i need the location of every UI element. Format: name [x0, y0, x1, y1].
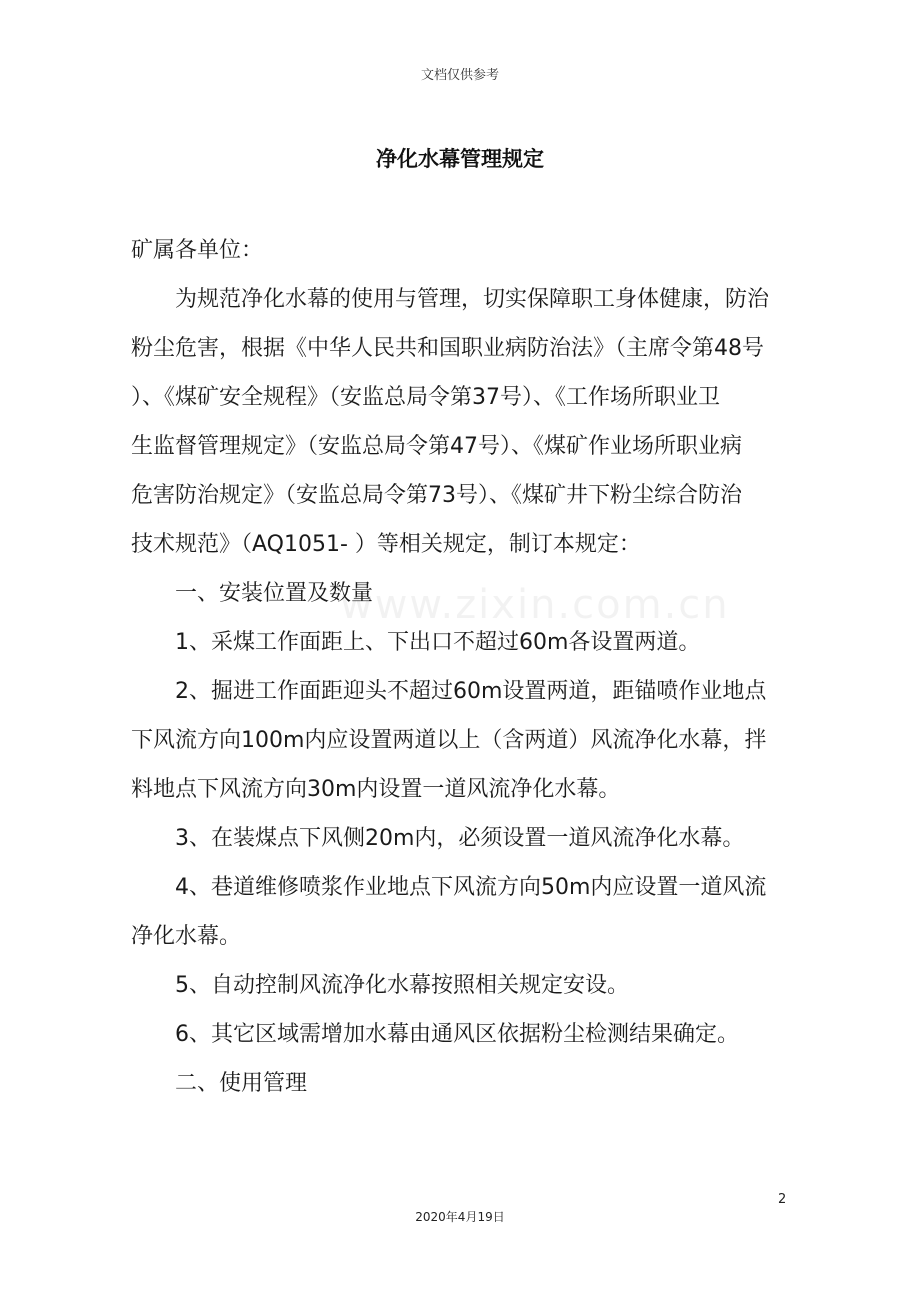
- page-number: 2: [778, 1192, 787, 1207]
- list-item-4: 4、巷道维修喷浆作业地点下风流方向50m内应设置一道风流: [131, 875, 767, 900]
- list-item-5: 5、自动控制风流净化水幕按照相关规定安设。: [131, 973, 629, 998]
- document-body: [131, 226, 791, 1108]
- list-item-6: 6、其它区域需增加水幕由通风区依据粉尘检测结果确定。: [131, 1022, 739, 1047]
- salutation-line: 矿属各单位：: [131, 238, 264, 263]
- list-item-3: 3、在装煤点下风侧20m内，必须设置一道风流净化水幕。: [131, 826, 745, 851]
- body-line: 危害防治规定》（安监总局令第73号）、《煤矿井下粉尘综合防治: [131, 483, 742, 508]
- section-heading-1: 一、安装位置及数量: [131, 581, 374, 606]
- list-item-4-cont: 净化水幕。: [131, 924, 242, 949]
- body-line: 粉尘危害，根据《中华人民共和国职业病防治法》（主席令第48号: [131, 336, 764, 361]
- header-note: 文档仅供参考: [420, 68, 499, 83]
- body-line: ）、《煤矿安全规程》（安监总局令第37号）、《工作场所职业卫: [131, 385, 720, 410]
- body-line: 技术规范》（AQ1051- ）等相关规定，制订本规定：: [131, 532, 641, 557]
- body-line: 为规范净化水幕的使用与管理，切实保障职工身体健康，防治: [131, 287, 770, 312]
- watermark: www.zixin.com.cn: [340, 582, 730, 628]
- document-title: 净化水幕管理规定: [376, 147, 544, 171]
- list-item-2-cont: 下风流方向100m内应设置两道以上（含两道）风流净化水幕，拌: [131, 728, 767, 753]
- footer-date: 2020年4月19日: [415, 1210, 505, 1224]
- section-heading-2: 二、使用管理: [131, 1071, 308, 1096]
- list-item-2: 2、掘进工作面距迎头不超过60m设置两道，距锚喷作业地点: [131, 679, 767, 704]
- body-line: 生监督管理规定》（安监总局令第47号）、《煤矿作业场所职业病: [131, 434, 742, 459]
- list-item-1: 1、采煤工作面距上、下出口不超过60m各设置两道。: [131, 630, 701, 655]
- list-item-2-cont: 料地点下风流方向30m内设置一道风流净化水幕。: [131, 777, 621, 802]
